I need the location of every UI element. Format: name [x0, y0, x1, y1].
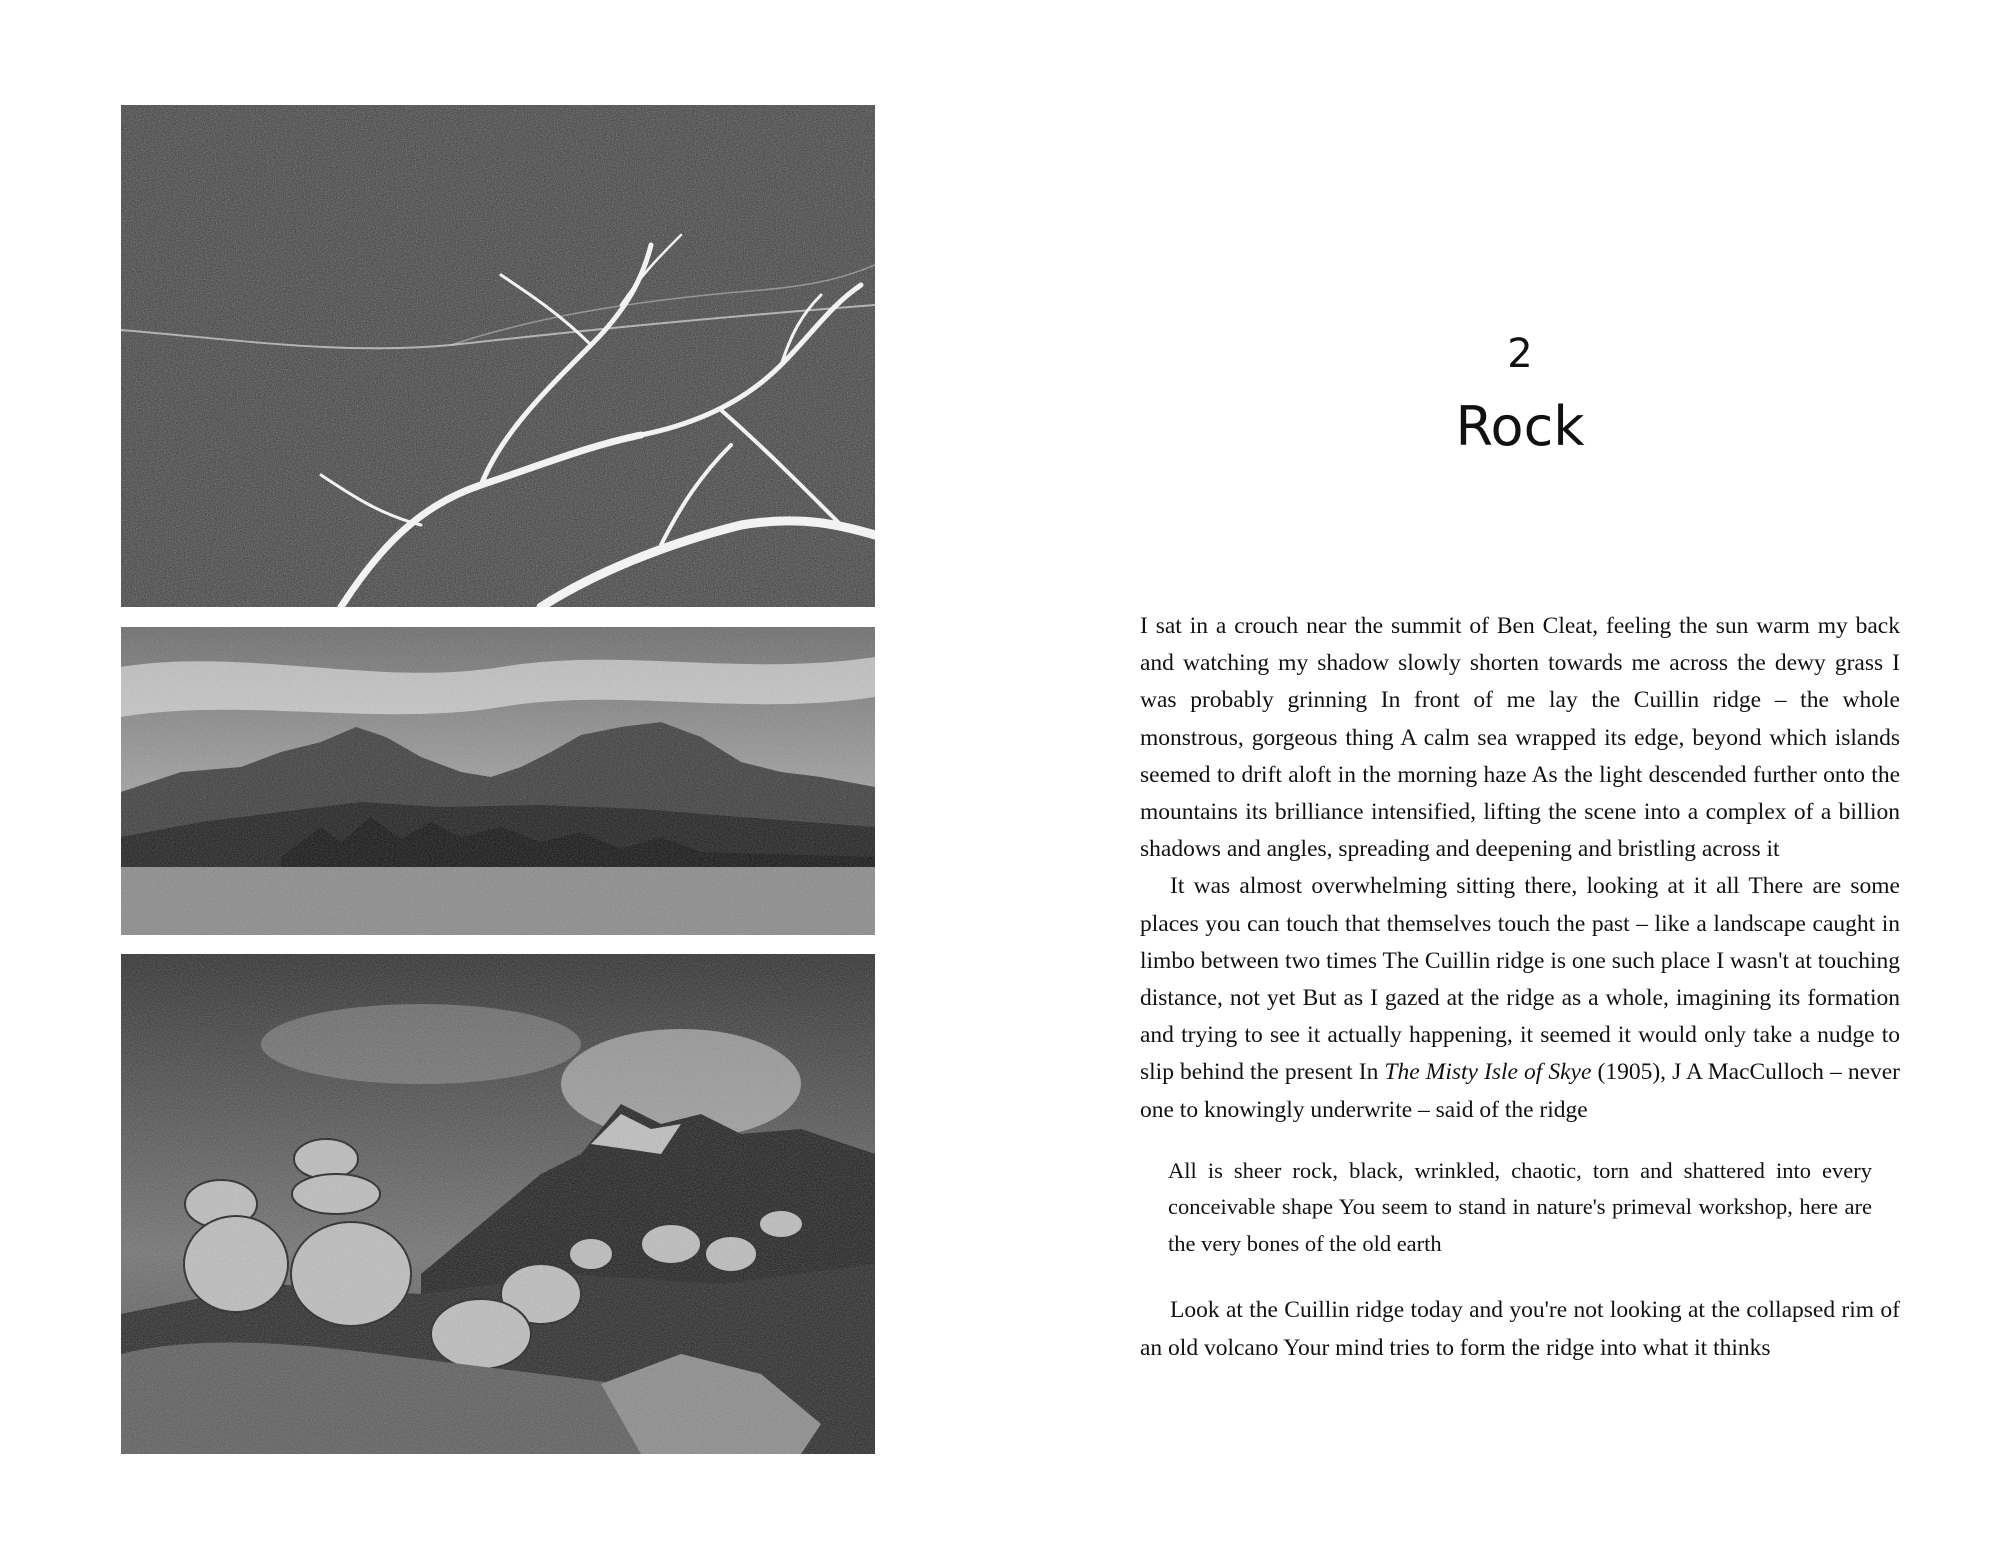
text-page — [1140, 0, 1900, 1549]
paragraph-2-text-b: (1905), J A MacCulloch – never one to knowingly underwrite – said of the ridge — [1140, 1059, 1901, 1123]
stone-cairns-photo-icon — [121, 954, 875, 1454]
paragraph-1: I sat in a crouch near the summit of Ben Cleat, feeling the sun warm my back and watching my shadow slowly shorten towards me across the dewy grass I was probably grinning In front of me lay the Cuillin ridge – the whole monstrous, gorgeous thing A calm sea wrapped its edge, beyond which islands seemed to drift aloft in the morning haze As the light descended further onto the mountains its brilliance intensified, lifting the scene into a complex of a billion shadows and angles, spreading and deepening and bristling across it — [1140, 613, 1900, 863]
photo-stone-cairns — [121, 954, 875, 1454]
paragraph-2 — [1140, 868, 1900, 1128]
chapter-title: Rock — [1455, 395, 1585, 458]
paragraph-3: Look at the Cuillin ridge today and you're not looking at the collapsed rim of an old volcano Your mind tries to form the ridge into what it thinks — [1140, 1297, 1900, 1361]
block-quote: All is sheer rock, black, wrinkled, chaotic, torn and shattered into every conceivable shape You seem to stand in nature's primeval workshop, here are the very bones of the old earth — [1168, 1157, 1872, 1256]
chapter-body — [1140, 608, 1900, 1367]
paragraph-2-text-a: It was almost overwhelming sitting there, looking at it all There are some places you can touch that themselves touch the past – like a landscape caught in limbo between two times The Cuillin ridge is one such place I wasn't at touching distance, not yet But as I gazed at the ridge as a whole, imagining its formation and trying to see it actually happening, it seemed it would only take a nudge to slip behind the present In — [1140, 873, 1900, 1086]
photo-mountain-ridge — [121, 627, 875, 935]
photo-branches-on-rock — [121, 105, 875, 607]
mountain-ridge-landscape-photo-icon — [121, 627, 875, 935]
branches-on-rock-photo-icon — [121, 105, 875, 607]
book-title: The Misty Isle of Skye — [1384, 1059, 1592, 1086]
chapter-number: 2 — [1507, 331, 1533, 377]
